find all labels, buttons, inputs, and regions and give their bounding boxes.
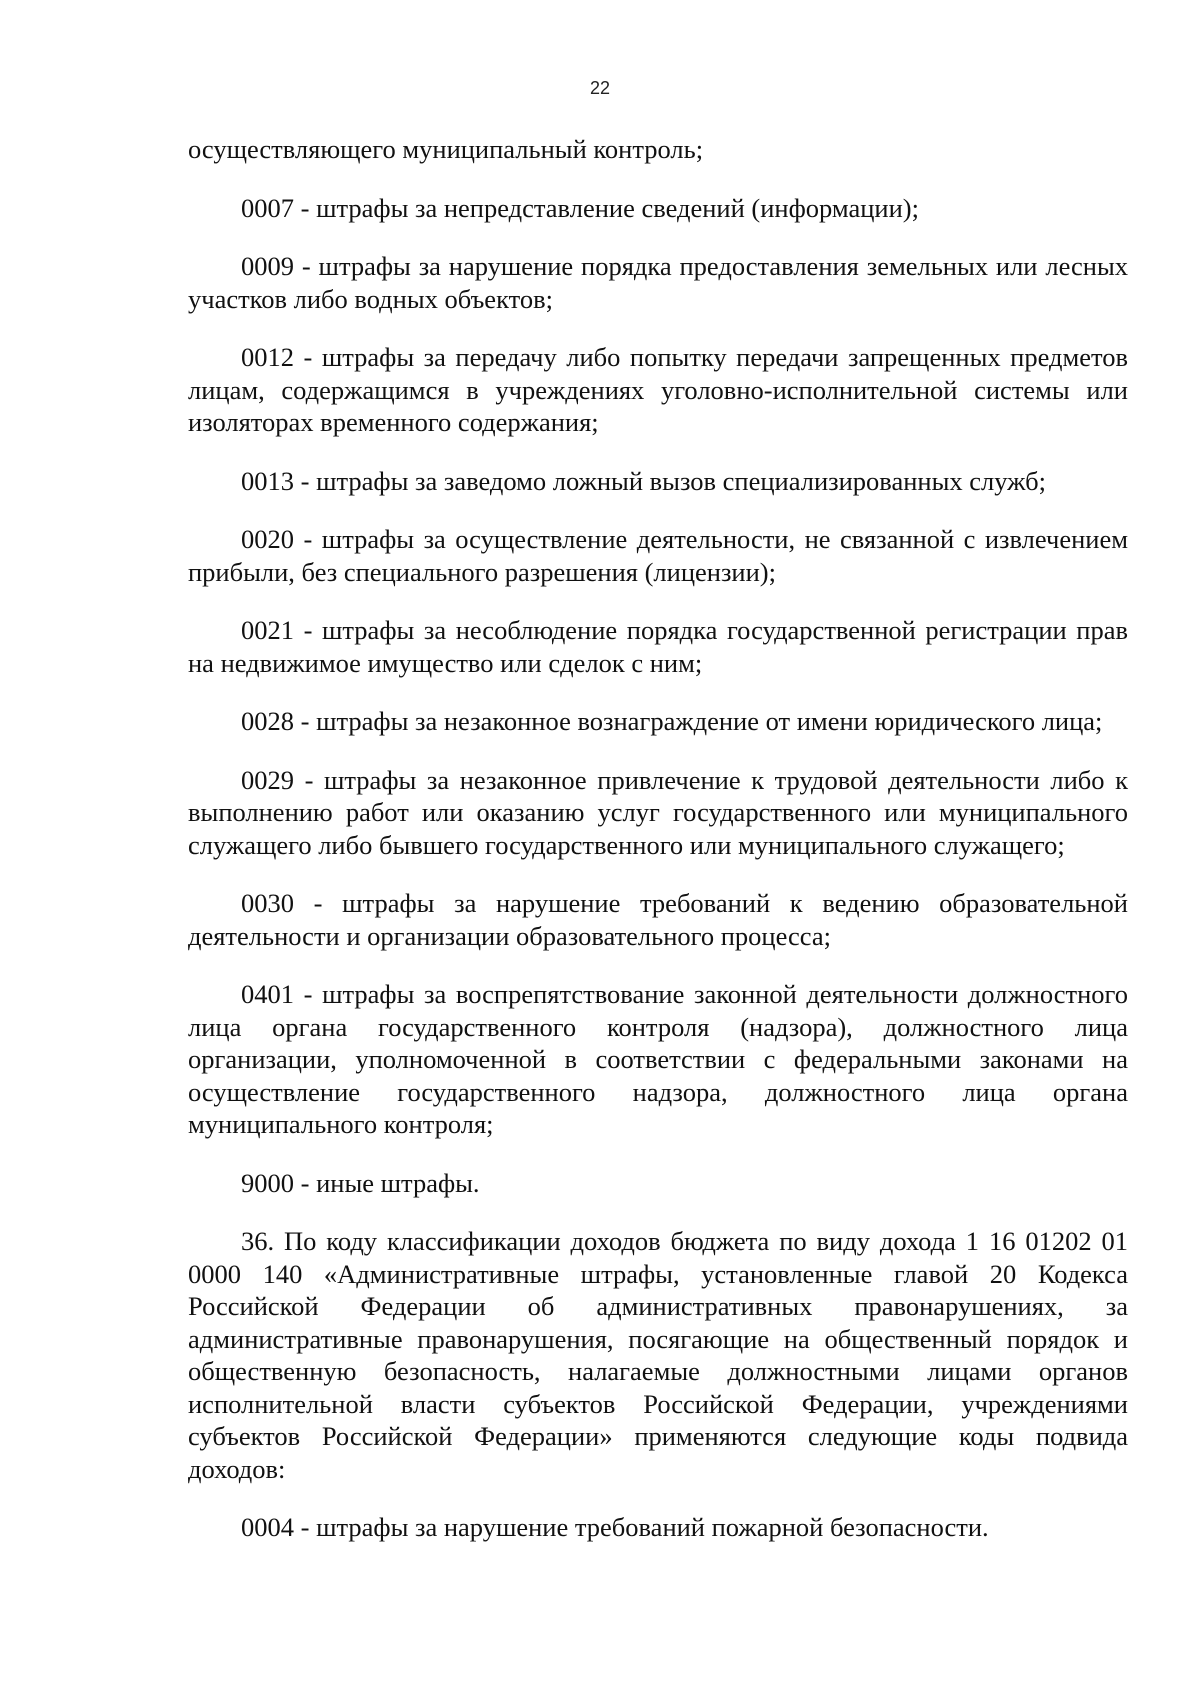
paragraph-code-0012: 0012 - штрафы за передачу либо попытку передачи запрещенных предметов лицам, содержащимся в учреждениях уголовно-исполнительной системы или изоляторах временного содержания; <box>188 342 1128 437</box>
paragraph-code-0020: 0020 - штрафы за осуществление деятельности, не связанной с извлечением прибыли, без специального разрешения (лицензии); <box>188 524 1128 587</box>
paragraph-item-36: 36. По коду классификации доходов бюджета по виду дохода 1 16 01202 01 0000 140 «Административные штрафы, установленные главой 20 Кодекса Российской Федерации об административных правонарушениях, за административные правонарушения, посягающие на общественный порядок и общественную безопасность, налагаемые должностными лицами органов исполнительной власти субъектов Российской Федерации, учреждениями субъектов Российской Федерации» применяются следующие коды подвида доходов: <box>188 1226 1128 1484</box>
document-body <box>188 133 1128 1570</box>
paragraph-continuation: осуществляющего муниципальный контроль; <box>188 134 704 164</box>
paragraph-code-0021: 0021 - штрафы за несоблюдение порядка государственной регистрации прав на недвижимое имущество или сделок с ним; <box>188 615 1128 678</box>
paragraph-code-0029: 0029 - штрафы за незаконное привлечение к трудовой деятельности либо к выполнению работ или оказанию услуг государственного или муниципального служащего либо бывшего государственного или муниципального служащего; <box>188 764 1128 860</box>
paragraph-code-0401: 0401 - штрафы за воспрепятствование законной деятельности должностного лица органа государственного контроля (надзора), должностного лица организации, уполномоченной в соответствии с федеральными законами на осуществление государственного надзора, должностного лица органа муниципального контроля; <box>188 979 1128 1139</box>
paragraph-code-0007: 0007 - штрафы за непредставление сведений (информации); <box>241 192 919 223</box>
paragraph-code-0004: 0004 - штрафы за нарушение требований пожарной безопасности. <box>241 1512 989 1542</box>
page-number: 22 <box>589 78 611 98</box>
paragraph-code-0009: 0009 - штрафы за нарушение порядка предоставления земельных или лесных участков либо водных объектов; <box>188 251 1128 314</box>
paragraph-code-0028: 0028 - штрафы за незаконное вознаграждение от имени юридического лица; <box>241 706 1103 736</box>
paragraph-code-0013: 0013 - штрафы за заведомо ложный вызов специализированных служб; <box>241 465 1046 496</box>
paragraph-code-0030: 0030 - штрафы за нарушение требований к ведению образовательной деятельности и организации образовательного процесса; <box>188 888 1128 951</box>
paragraph-code-9000: 9000 - иные штрафы. <box>241 1167 480 1198</box>
